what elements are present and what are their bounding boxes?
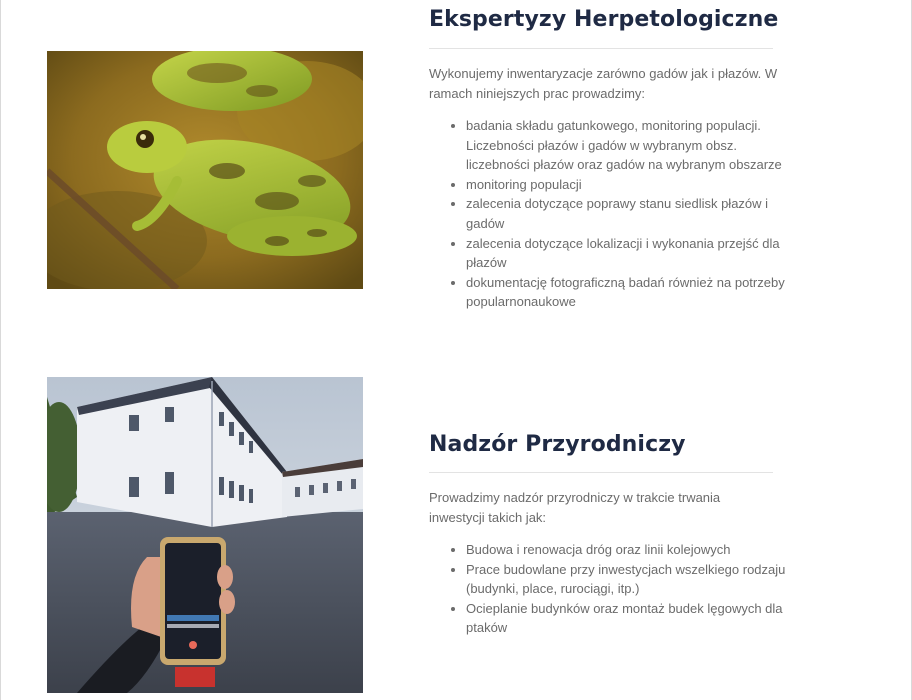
list-item: • monitoring populacji <box>466 175 796 195</box>
list-item: • Ocieplanie budynków oraz montaż budek lęgowych dla ptaków <box>466 599 796 638</box>
section-title-nature-supervision: Nadzór Przyrodniczy <box>429 432 686 457</box>
building-photo <box>47 377 363 693</box>
section-title-herpetology: Ekspertyzy Herpetologiczne <box>429 7 779 32</box>
list-item: • Prace budowlane przy inwestycjach wszelkiego rodzaju (budynki, place, rurociągi, itp.) <box>466 560 796 599</box>
section-intro: Wykonujemy inwentaryzacje zarówno gadów jak i płazów. W ramach niniejszych prac prowadzimy: <box>429 66 778 101</box>
section-intro: Prowadzimy nadzór przyrodniczy w trakcie trwania inwestycji takich jak: <box>429 490 721 525</box>
services-list <box>448 116 796 312</box>
list-item: • badania składu gatunkowego, monitoring populacji. Liczebności płazów i gadów w wybranym obsz. liczebności płazów oraz gadów na wybranym obszarze <box>466 116 796 175</box>
services-list <box>448 540 796 638</box>
frog-photo <box>47 51 363 289</box>
title-divider <box>429 472 773 473</box>
list-item: • zalecenia dotyczące poprawy stanu siedlisk płazów i gadów <box>466 194 796 233</box>
list-item: • Budowa i renowacja dróg oraz linii kolejowych <box>466 540 796 560</box>
list-item: • dokumentację fotograficzną badań również na potrzeby popularnonaukowe <box>466 273 796 312</box>
list-item: • zalecenia dotyczące lokalizacji i wykonania przejść dla płazów <box>466 234 796 273</box>
title-divider <box>429 48 773 49</box>
